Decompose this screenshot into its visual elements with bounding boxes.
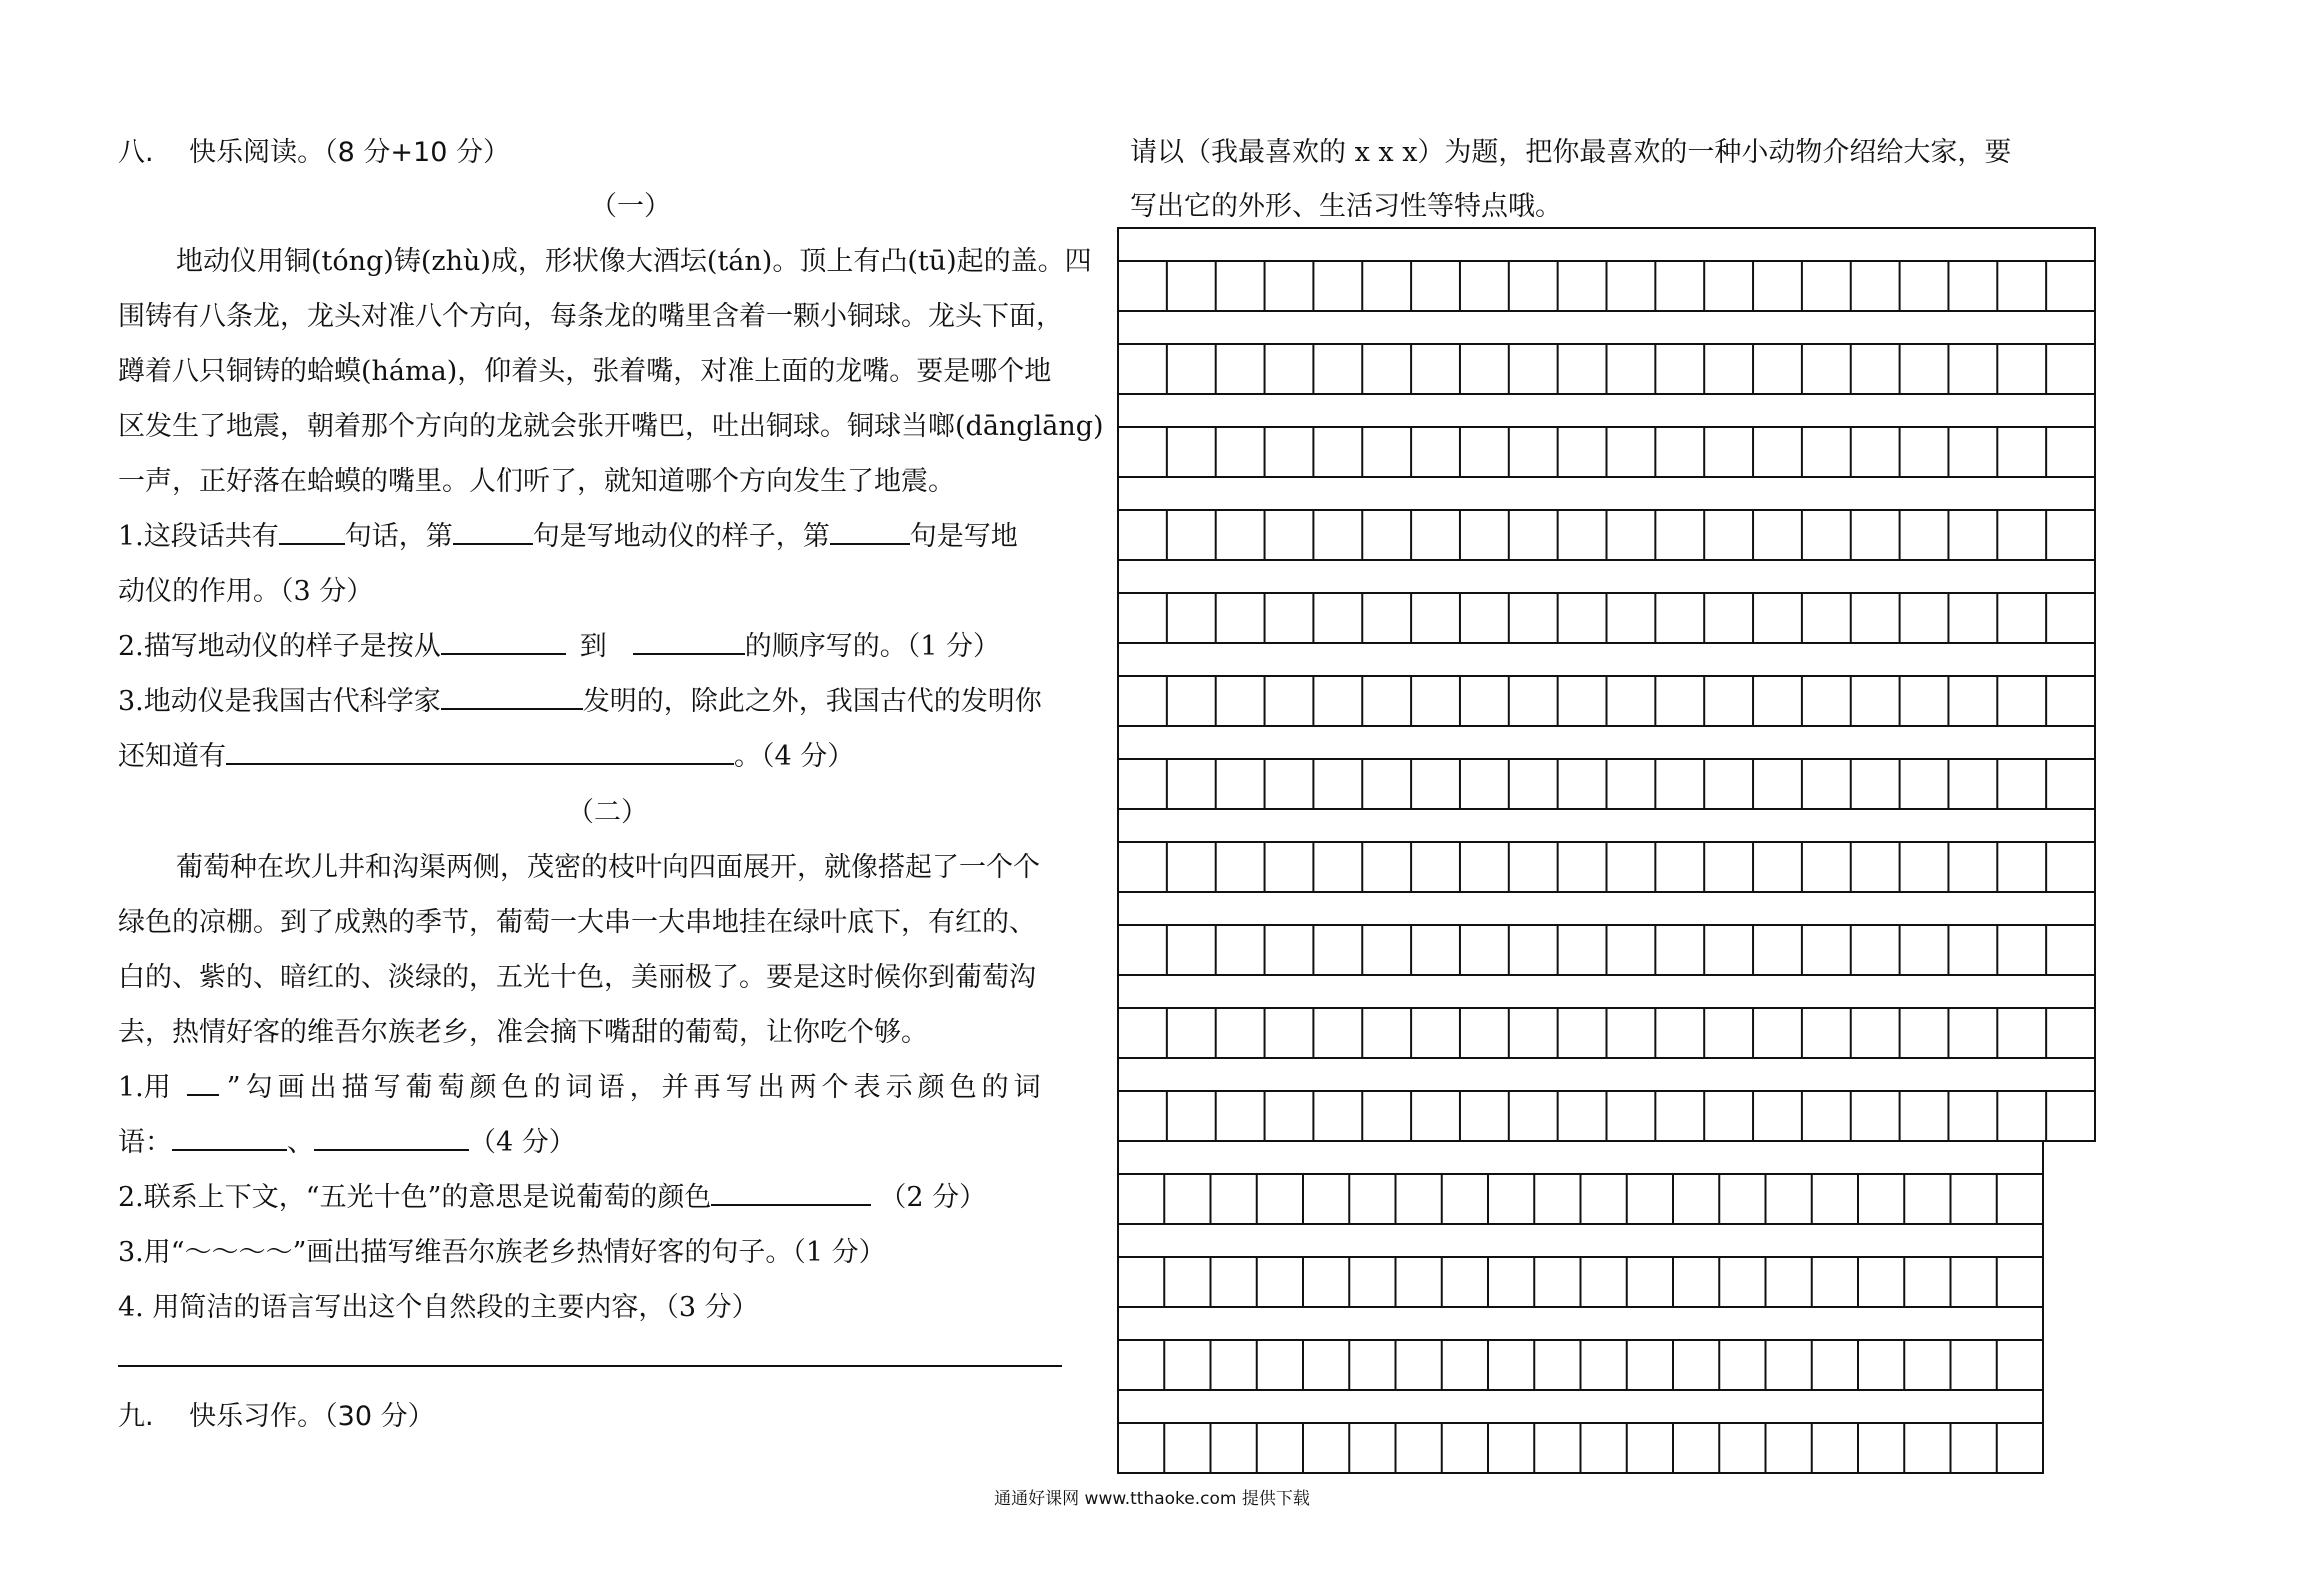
section-9-title: 九. 快乐习作。（30 分）: [118, 1401, 435, 1432]
q-text: 、: [287, 1127, 314, 1158]
passage-1-line: 一声，正好落在蛤蟆的嘴里。人们听了，就知道哪个方向发生了地震。: [118, 466, 955, 497]
question-2-4: 4. 用简洁的语言写出这个自然段的主要内容，（3 分）: [118, 1292, 759, 1323]
essay-prompt-line-1: 请以（我最喜欢的 x x x）为题，把你最喜欢的一种小动物介绍给大家，要: [1130, 137, 2012, 168]
q-text: 2.联系上下文，“五光十色”的意思是说葡萄的颜色: [118, 1182, 712, 1213]
passage-1-line: 区发生了地震，朝着那个方向的龙就会张开嘴巴，吐出铜球。铜球当啷(dānglāng): [118, 411, 1104, 442]
q-text: （4 分）: [469, 1127, 576, 1158]
q-text: 到: [579, 631, 607, 662]
q-text: 发明的，除此之外，我国古代的发明你: [582, 686, 1042, 717]
passage-2-line: 葡萄种在坎儿井和沟渠两侧，茂密的枝叶向四面展开，就像搭起了一个个: [176, 852, 1040, 883]
q-text: 的顺序写的。（1 分）: [744, 631, 1001, 662]
q-text: 1.这段话共有: [118, 521, 279, 552]
passage-1-line: 围铸有八条龙，龙头对准八个方向，每条龙的嘴里含着一颗小铜球。龙头下面，: [118, 301, 1063, 332]
passage-2-line: 绿色的凉棚。到了成熟的季节，葡萄一大串一大串地挂在绿叶底下，有红的、: [118, 907, 1036, 938]
passage-2-line: 去，热情好客的维吾尔族老乡，准会摘下嘴甜的葡萄，让你吃个够。: [118, 1017, 928, 1048]
q-text: 3.地动仪是我国古代科学家: [118, 686, 441, 717]
question-1-1-cont: 动仪的作用。（3 分）: [118, 576, 374, 607]
footer-credit: 通通好课网 www.tthaoke.com 提供下载: [994, 1489, 1310, 1509]
q-text: 句是写地动仪的样子，第: [532, 521, 830, 552]
passage-1-line: 蹲着八只铜铸的蛤蟆(háma)，仰着头，张着嘴，对准上面的龙嘴。要是哪个地: [118, 356, 1052, 387]
q-text: 2.描写地动仪的样子是按从: [118, 631, 441, 662]
section-8-title: 八. 快乐阅读。（8 分+10 分）: [118, 137, 510, 168]
passage-2-line: 白的、紫的、暗红的、淡绿的，五光十色，美丽极了。要是这时候你到葡萄沟: [118, 962, 1036, 993]
q-text: ”勾画出描写葡萄颜色的词语，并再写出两个表示颜色的词: [226, 1072, 1046, 1103]
question-2-3: 3.用“～～～～”画出描写维吾尔族老乡热情好客的句子。（1 分）: [118, 1237, 886, 1268]
q-text: （2 分）: [879, 1182, 987, 1213]
q-text: 1.用: [118, 1072, 171, 1103]
q-text: 句是写地: [909, 521, 1018, 552]
essay-prompt-line-2: 写出它的外形、生活习性等特点哦。: [1130, 191, 1562, 222]
part-2-heading: （二）: [567, 797, 648, 828]
q-text: 句话，第: [344, 521, 453, 552]
part-1-heading: （一）: [590, 191, 671, 222]
q-text: 。（4 分）: [734, 741, 855, 772]
passage-1-line: 地动仪用铜(tóng)铸(zhù)成，形状像大酒坛(tán)。顶上有凸(tū)起的盖。四: [176, 246, 1092, 277]
q-text: 语：: [118, 1127, 172, 1158]
q-text: 还知道有: [118, 741, 226, 772]
